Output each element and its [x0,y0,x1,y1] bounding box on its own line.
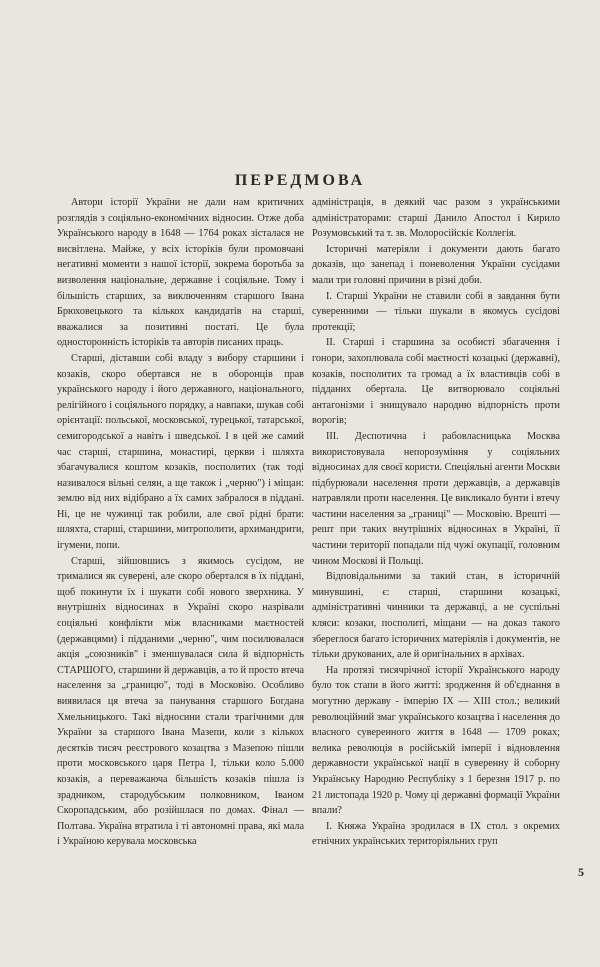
paragraph: ІІ. Старші і старшина за особисті збагачення і гонори, захоплювала собі маєтності козацькі (державні), козаків, посполитих та громад а їх властивців собі в підданих обертала. Це витворювало соціяльні антагонізми і знищувало народню відпорність проти ворогів; [312,337,560,427]
paragraph: Історичні матеріяли і документи дають багато доказів, що занепад і поневолення України сусідами мали три головні причини в різні доби. [312,243,560,286]
left-column [57,195,304,850]
page-title: ПЕРЕДМОВА [234,172,366,189]
paragraph: І. Княжа Україна зродилася в ІХ стол. з окремих етнічних українських територіяльних груп [312,820,560,848]
paragraph: Відповідальними за такий стан, в історичній минувшині, є: старші, старшини козацькі, адміністративні чинники та державці, а не суспільні кляси: козаки, посполиті, міщани — на доказ такого збереглося багато історичних матеріялів і документів, не тільки друкованих, але й оригінальних в архівах. [312,571,560,661]
paragraph: ІІІ. Деспотична і рабовласницька Москва використовувала непорозуміння у соціяльних відносинах для своєї користи. Спеціяльні агенти Москви підбурювали населення проти державців, а державців натравляли проти населення. Це викликало бунти і втечу частини населення за „границі" — Московію. Врешті — решт при таких внутрішніх відносинах в Україні, її частини території попадали під чужі окупації, головним чином Москові й Польщі. [312,430,560,567]
right-column [312,195,560,850]
paragraph: На протязі тисячрічної історії Українського народу було ток стапи в його житті: зродження й об'єднання в могутню державу - імперію ІХ — ХІІІ стол.; великий революційний змаг українського козацтва і населення до власного суверенного життя в 1648 — 1709 роках; велика революція в російській імперії і відновлення державности української нації в суверенну й соборну Українську Народню Республіку з 1 березня 1917 р. по 21 листопада 1920 р. Чому ці державні формації України впали? [312,664,560,817]
paragraph: Старші, діставши собі владу з вибору старшини і козаків, скоро обертався не в оборонців прав українського народу і його державного, національного, релігійного і соціяльного порядку, а навпаки, шукав собі орієнтації: польської, московської, турецької, татарської, семигородської а навіть і шведської. І в цей же самий час старші, старшина, монастирі, церкви і шляхта збагачувалися коштом козаків, посполитих (так тоді називалося вільні селян, а ще також і „черню") і міщан: землю від них відібрано а їх самих забралося в піддані. Ні, це не чужинці так робили, але свої рідні брати: шляхта, старші, старшини, митрополити, архимандрити, ігумени, попи. [57,352,304,552]
page-number: 5 [578,865,584,879]
paragraph: адміністрація, в деякий час разом з українськими адміністраторами: старші Данило Апостол і Кирило Розумовський та т. зв. Молоросійскіє Коллегія. [312,197,560,240]
paragraph: І. Старші України не ставили собі в завдання бути суверенними — тільки шукали в якомусь сусідові протекції; [312,290,560,333]
paragraph: Старші, зійшовшись з якимось сусідом, не трималися як суверені, але скоро обертался в їх піддані, щоб покинути їх і шукати собі нового зверхника. У внутрішніх відносинах в Україні скоро назрівали соціяльні конфлікти між власниками маєтностей (державцями) і підданими „черню", чим посилювалася акція „союзників" і зменшувалася сила й відпорність СТАРШОГО, старшини й державців, а то й просто втеча населення за „границю", тоді в Московію. Особливо виявилася ця втеча за панування старшого Богдана Хмельницького. Такі відносини стали трагічними для України за старшого Івана Мазепи, коли з кількох десятків тисяч реєстрового козацтва з Мазепою пішли проти московського царя Петра І, тільки коло 5.000 козаків, а переважаюча більшість козаків пішла із зрадником, стародубським полковником, Іваном Скоропадським, або розійшлася по домах. Фінал — Полтава. Україна втратила і ті автономні права, які мала і Україною керувала московська [57,555,304,848]
paragraph: Автори історії України не дали нам критичних розглядів з соціяльно-економічних відносин. Отже доба Українського народу в 1648 — 1764 роках зісталася не висвітлена. Майже, у всіх історіків були промовчані негативні моменти з нашої історії, зокрема боротьба за визволення національне, державне і соціяльне. Тому і більшість старших, за виключенням старшого Івана Брюховецького та кількох кандидатів на старші, вважалися за позитивні постаті. Це була односторонність історіків та авторів писаних праць. [57,197,304,349]
